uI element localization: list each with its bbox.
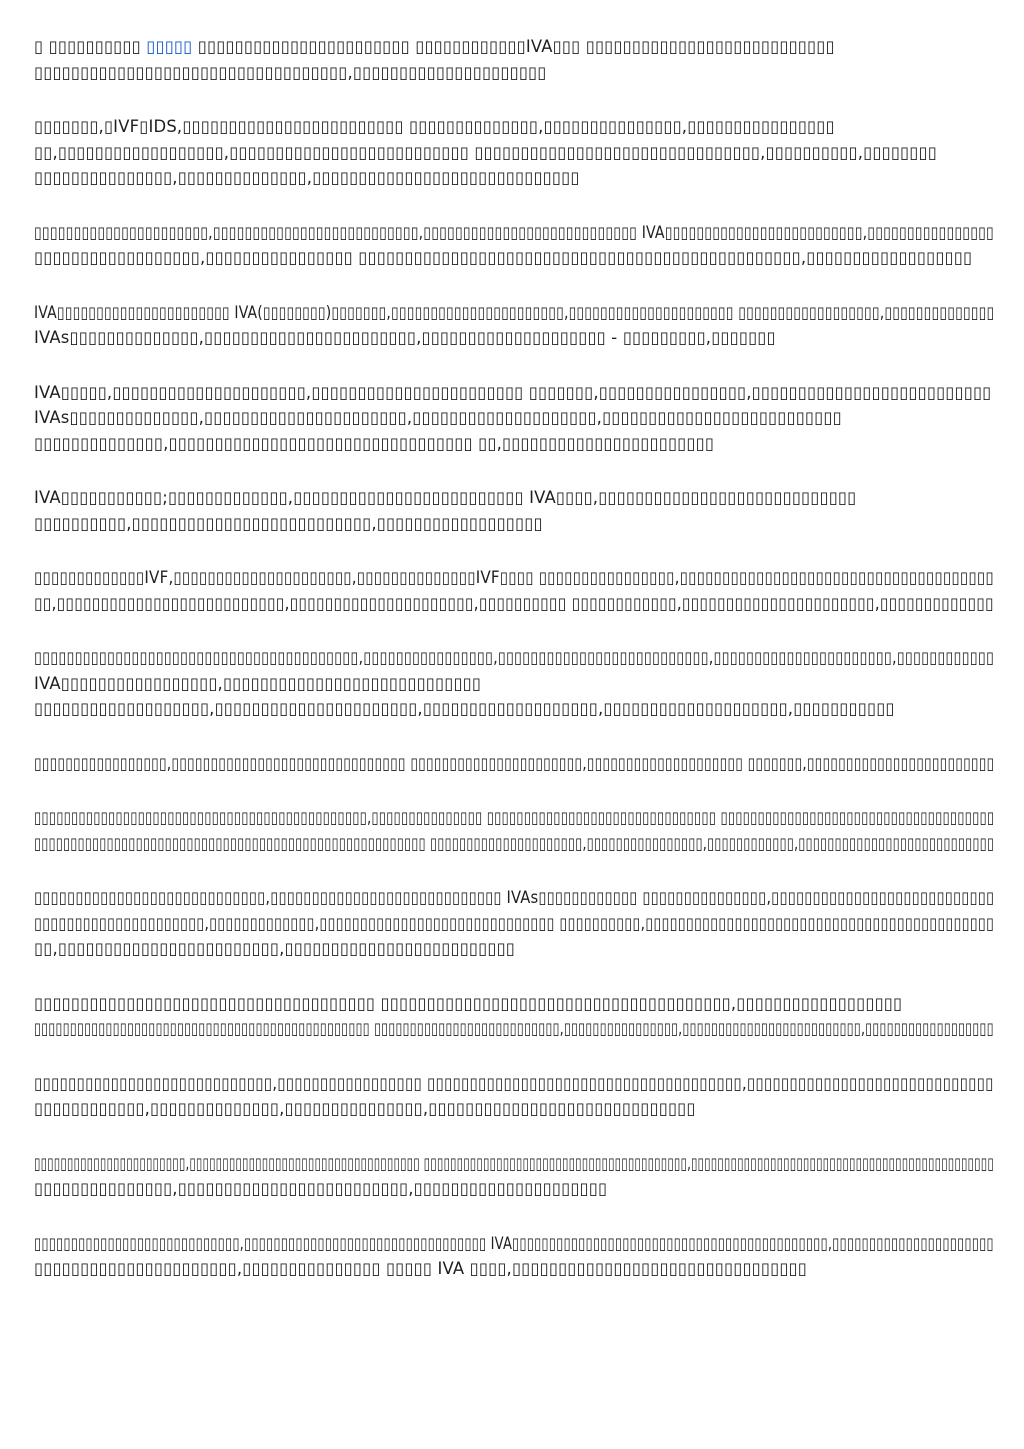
paragraph-6 <box>34 485 994 536</box>
text-line: ▯▯▯▯▯▯▯▯▯▯,▯▯▯▯▯▯▯▯▯▯▯▯▯▯▯▯▯▯▯▯▯▯▯▯▯▯,▯▯▯▯▯▯▯▯▯▯▯▯▯▯▯▯▯▯ <box>34 513 543 533</box>
text-line: ▯▯▯▯▯▯▯▯▯▯▯▯▯▯▯▯▯▯▯▯▯▯▯▯▯▯▯▯▯▯▯▯▯▯▯▯▯▯▯▯,▯▯▯▯▯▯▯▯▯▯▯▯▯▯▯▯,▯▯▯▯▯▯▯▯▯▯▯▯▯▯▯▯▯▯▯▯▯▯▯▯▯▯,▯▯▯▯▯▯▯▯▯▯▯▯▯▯▯▯▯▯▯▯▯▯,▯▯▯▯▯▯▯▯▯▯▯▯ <box>34 648 995 667</box>
text-line: IVA▯▯▯▯▯,▯▯▯▯▯▯▯▯▯▯▯▯▯▯▯▯▯▯▯▯▯,▯▯▯▯▯▯▯▯▯▯▯▯▯▯▯▯▯▯▯▯▯▯▯ ▯▯▯▯▯▯▯,▯▯▯▯▯▯▯▯▯▯▯▯▯▯▯▯,▯▯▯▯▯▯▯▯▯▯▯▯▯▯▯▯▯▯▯▯▯▯▯▯▯▯ <box>34 382 992 402</box>
text-line: ▯▯▯▯▯▯▯▯▯▯▯▯▯▯▯▯▯▯▯▯▯▯▯,▯▯▯▯▯▯▯▯▯▯▯▯▯▯▯▯▯▯▯▯▯▯▯▯▯▯▯▯▯▯▯▯▯▯▯ ▯▯▯▯▯▯▯▯▯▯▯▯▯▯▯▯▯▯▯▯▯▯▯▯▯▯▯▯▯▯▯▯▯▯▯▯▯▯▯▯,▯▯▯▯▯▯▯▯▯▯▯▯▯▯▯▯▯▯▯▯▯▯▯▯▯▯▯▯▯▯▯▯▯▯▯▯▯▯▯▯▯▯▯▯▯▯ <box>34 1153 994 1173</box>
text-line: ▯▯▯▯▯▯▯▯▯▯▯▯▯▯▯▯▯▯▯▯▯▯,▯▯▯▯▯▯▯▯▯▯▯▯▯▯▯ ▯▯▯▯▯ IVA ▯▯▯▯,▯▯▯▯▯▯▯▯▯▯▯▯▯▯▯▯▯▯▯▯▯▯▯▯▯▯▯▯▯▯▯▯ <box>34 1259 807 1278</box>
text-line: ▯▯▯▯▯▯▯▯▯▯▯▯▯▯▯▯▯,▯▯▯▯▯▯▯▯▯▯▯▯▯▯▯▯▯▯▯▯▯▯▯▯▯▯▯▯▯▯ ▯▯▯▯▯▯▯▯▯▯▯▯▯▯▯▯▯▯▯▯▯▯,▯▯▯▯▯▯▯▯▯▯▯▯▯▯▯▯▯▯▯▯ ▯▯▯▯▯▯▯,▯▯▯▯▯▯▯▯▯▯▯▯▯▯▯▯▯▯▯▯▯▯▯▯ <box>34 753 995 773</box>
text-segment: ▯▯▯▯▯▯▯▯▯▯▯▯▯▯▯▯▯▯▯▯▯▯▯ ▯▯▯▯▯▯▯▯▯▯▯▯IVA▯▯▯ ▯▯▯▯▯▯▯▯▯▯▯▯▯▯▯▯▯▯▯▯▯▯▯▯▯▯▯ <box>192 37 835 56</box>
text-line: ▯▯,▯▯▯▯▯▯▯▯▯▯▯▯▯▯▯▯▯▯▯▯▯▯▯▯,▯▯▯▯▯▯▯▯▯▯▯▯▯▯▯▯▯▯▯▯▯▯▯▯▯ <box>34 939 516 958</box>
text-line: ▯▯▯▯▯▯▯▯▯▯▯▯▯▯▯▯▯▯▯▯▯▯▯▯▯▯▯▯▯▯▯▯▯▯▯▯▯▯▯▯▯▯▯▯▯▯▯ ▯▯▯▯▯▯▯▯▯▯▯▯▯▯▯▯▯▯▯▯▯▯▯▯▯▯,▯▯▯▯▯▯▯▯▯▯▯▯▯▯▯▯,▯▯▯▯▯▯▯▯▯▯▯▯▯▯▯▯▯▯▯▯▯▯▯▯▯,▯▯▯▯▯▯▯▯▯▯▯▯▯▯▯▯▯▯ <box>34 1019 994 1038</box>
text-line: ▯▯▯▯▯▯▯▯▯▯▯▯▯▯▯,▯▯▯▯▯▯▯▯▯▯▯▯▯▯,▯▯▯▯▯▯▯▯▯▯▯▯▯▯▯▯▯▯▯▯▯▯▯▯▯▯▯▯▯ <box>34 168 580 187</box>
text-line: IVA▯▯▯▯▯▯▯▯▯▯▯;▯▯▯▯▯▯▯▯▯▯▯▯▯,▯▯▯▯▯▯▯▯▯▯▯▯▯▯▯▯▯▯▯▯▯▯▯▯▯ IVA▯▯▯▯,▯▯▯▯▯▯▯▯▯▯▯▯▯▯▯▯▯▯▯▯▯▯▯▯▯▯▯▯ <box>34 488 857 507</box>
text-line: ▯▯▯▯▯▯▯▯▯▯▯▯▯▯▯▯▯▯▯▯▯,▯▯▯▯▯▯▯▯▯▯▯▯▯,▯▯▯▯▯▯▯▯▯▯▯▯▯▯▯▯▯▯▯▯▯▯▯▯▯▯▯▯▯ ▯▯▯▯▯▯▯▯▯▯,▯▯▯▯▯▯▯▯▯▯▯▯▯▯▯▯▯▯▯▯▯▯▯▯▯▯▯▯▯▯▯▯▯▯▯▯▯▯▯▯▯▯▯ <box>34 913 995 933</box>
paragraph-8 <box>34 645 994 722</box>
text-line: ▯▯▯▯▯▯▯▯▯▯▯▯,▯▯▯▯▯▯▯▯▯▯▯▯▯▯,▯▯▯▯▯▯▯▯▯▯▯▯▯▯▯,▯▯▯▯▯▯▯▯▯▯▯▯▯▯▯▯▯▯▯▯▯▯▯▯▯▯▯▯▯ <box>34 1099 696 1118</box>
text-line: IVA▯▯▯▯▯▯▯▯▯▯▯▯▯▯▯▯▯▯▯▯▯▯ IVA(▯▯▯▯▯▯▯▯)▯▯▯▯▯▯▯,▯▯▯▯▯▯▯▯▯▯▯▯▯▯▯▯▯▯▯▯▯▯,▯▯▯▯▯▯▯▯▯▯▯▯▯▯▯▯▯▯▯▯▯ ▯▯▯▯▯▯▯▯▯▯▯▯▯▯▯▯▯▯,▯▯▯▯▯▯▯▯▯▯▯▯▯▯ <box>34 302 995 322</box>
paragraph-13 <box>34 1071 994 1122</box>
text-line: ▯▯▯▯▯▯▯▯▯▯▯▯▯▯▯▯▯▯▯,▯▯▯▯▯▯▯▯▯▯▯▯▯▯▯▯▯▯▯▯▯▯,▯▯▯▯▯▯▯▯▯▯▯▯▯▯▯▯▯▯▯,▯▯▯▯▯▯▯▯▯▯▯▯▯▯▯▯▯▯▯▯,▯▯▯▯▯▯▯▯▯▯▯ <box>34 699 895 718</box>
text-line: IVA▯▯▯▯▯▯▯▯▯▯▯▯▯▯▯▯▯,▯▯▯▯▯▯▯▯▯▯▯▯▯▯▯▯▯▯▯▯▯▯▯▯▯▯▯▯ <box>34 673 482 693</box>
paragraph-14 <box>34 1151 994 1202</box>
text-segment: ▯ ▯▯▯▯▯▯▯▯▯▯ <box>34 37 147 56</box>
text-line: ▯▯▯▯▯▯▯▯▯▯▯▯▯IVF,▯▯▯▯▯▯▯▯▯▯▯▯▯▯▯▯▯▯▯▯▯,▯▯▯▯▯▯▯▯▯▯▯▯▯▯IVF▯▯▯▯ ▯▯▯▯▯▯▯▯▯▯▯▯▯▯▯▯,▯▯▯▯▯▯▯▯▯▯▯▯▯▯▯▯▯▯▯▯▯▯▯▯▯▯▯▯▯▯▯▯▯▯▯▯▯ <box>34 568 994 587</box>
text-line: ▯▯▯▯▯▯▯,▯IVF▯IDS,▯▯▯▯▯▯▯▯▯▯▯▯▯▯▯▯▯▯▯▯▯▯▯▯ ▯▯▯▯▯▯▯▯▯▯▯▯▯▯,▯▯▯▯▯▯▯▯▯▯▯▯▯▯▯,▯▯▯▯▯▯▯▯▯▯▯▯▯▯▯▯ <box>34 117 835 136</box>
text-line: ▯▯▯▯▯▯▯▯▯▯▯▯▯▯▯▯▯▯▯▯▯▯▯▯▯▯▯▯▯▯▯▯▯▯▯▯▯▯▯▯▯▯▯▯▯,▯▯▯▯▯▯▯▯▯▯▯▯▯▯▯ ▯▯▯▯▯▯▯▯▯▯▯▯▯▯▯▯▯▯▯▯▯▯▯▯▯▯▯▯▯▯▯ ▯▯▯▯▯▯▯▯▯▯▯▯▯▯▯▯▯▯▯▯▯▯▯▯▯▯▯▯▯▯▯▯▯▯▯▯▯ <box>34 808 995 827</box>
text-line: ▯▯▯▯▯▯▯▯▯▯▯▯▯▯▯▯▯▯▯▯▯▯▯▯▯▯▯▯▯▯▯▯▯▯,▯▯▯▯▯▯▯▯▯▯▯▯▯▯▯▯▯▯▯▯▯ <box>34 62 547 82</box>
paragraph-1 <box>34 34 994 85</box>
paragraph-10 <box>34 805 994 856</box>
text-line: ▯▯▯▯▯▯▯▯▯▯▯▯▯▯▯▯▯▯▯▯▯▯▯▯▯▯▯▯,▯▯▯▯▯▯▯▯▯▯▯▯▯▯▯▯▯ ▯▯▯▯▯▯▯▯▯▯▯▯▯▯▯▯▯▯▯▯▯▯▯▯▯▯▯▯▯▯▯▯▯▯▯▯▯,▯▯▯▯▯▯▯▯▯▯▯▯▯▯▯▯▯▯▯▯▯▯▯▯▯▯▯▯▯ <box>34 1073 994 1093</box>
paragraph-15 <box>34 1231 994 1282</box>
text-line: ▯▯▯▯▯▯▯▯▯▯▯▯▯▯▯▯▯▯▯▯▯▯▯▯▯▯▯▯,▯▯▯▯▯▯▯▯▯▯▯▯▯▯▯▯▯▯▯▯▯▯▯▯▯▯▯▯▯▯▯▯▯ IVA▯▯▯▯▯▯▯▯▯▯▯▯▯▯▯▯▯▯▯▯▯▯▯▯▯▯▯▯▯▯▯▯▯▯▯▯▯▯▯▯▯▯▯,▯▯▯▯▯▯▯▯▯▯▯▯▯▯▯▯▯▯▯▯▯▯ <box>34 1233 994 1253</box>
text-line: ▯▯▯▯▯▯▯▯▯▯▯▯▯▯▯▯▯▯,▯▯▯▯▯▯▯▯▯▯▯▯▯▯▯▯ ▯▯▯▯▯▯▯▯▯▯▯▯▯▯▯▯▯▯▯▯▯▯▯▯▯▯▯▯▯▯▯▯▯▯▯▯▯▯▯▯▯▯▯▯▯▯▯▯,▯▯▯▯▯▯▯▯▯▯▯▯▯▯▯▯▯▯ <box>34 248 973 267</box>
paragraph-9 <box>34 751 994 777</box>
inline-link[interactable]: ▯▯▯▯▯ <box>146 37 193 56</box>
text-line: ▯▯▯▯▯▯▯▯▯▯▯▯▯▯▯,▯▯▯▯▯▯▯▯▯▯▯▯▯▯▯▯▯▯▯▯▯▯▯▯▯,▯▯▯▯▯▯▯▯▯▯▯▯▯▯▯▯▯▯▯▯▯ <box>34 1179 608 1198</box>
paragraph-3 <box>34 220 994 271</box>
text-line: IVAs▯▯▯▯▯▯▯▯▯▯▯▯▯▯,▯▯▯▯▯▯▯▯▯▯▯▯▯▯▯▯▯▯▯▯▯▯▯,▯▯▯▯▯▯▯▯▯▯▯▯▯▯▯▯▯▯▯▯ - ▯▯▯▯▯▯▯▯▯,▯▯▯▯▯▯▯ <box>34 328 776 347</box>
paragraph-5 <box>34 380 994 457</box>
text-line: ▯▯,▯▯▯▯▯▯▯▯▯▯▯▯▯▯▯▯▯▯▯▯▯▯▯▯▯▯,▯▯▯▯▯▯▯▯▯▯▯▯▯▯▯▯▯▯▯▯▯,▯▯▯▯▯▯▯▯▯▯ ▯▯▯▯▯▯▯▯▯▯▯▯,▯▯▯▯▯▯▯▯▯▯▯▯▯▯▯▯▯▯▯▯▯▯,▯▯▯▯▯▯▯▯▯▯▯▯▯ <box>34 593 994 613</box>
paragraph-12 <box>34 991 994 1042</box>
text-line: IVAs▯▯▯▯▯▯▯▯▯▯▯▯▯▯,▯▯▯▯▯▯▯▯▯▯▯▯▯▯▯▯▯▯▯▯▯▯,▯▯▯▯▯▯▯▯▯▯▯▯▯▯▯▯▯▯▯▯,▯▯▯▯▯▯▯▯▯▯▯▯▯▯▯▯▯▯▯▯▯▯▯▯▯▯ <box>34 408 842 427</box>
text-line <box>34 34 994 60</box>
text-line: ▯▯▯▯▯▯▯▯▯▯▯▯▯▯,▯▯▯▯▯▯▯▯▯▯▯▯▯▯▯▯▯▯▯▯▯▯▯▯▯▯▯▯▯▯▯▯▯ ▯▯,▯▯▯▯▯▯▯▯▯▯▯▯▯▯▯▯▯▯▯▯▯▯▯ <box>34 433 715 453</box>
paragraph-7 <box>34 565 994 616</box>
paragraph-4 <box>34 300 994 351</box>
paragraph-2 <box>34 114 994 191</box>
text-line: ▯▯▯▯▯▯▯▯▯▯▯▯▯▯▯▯▯▯▯▯▯▯▯▯▯▯▯▯,▯▯▯▯▯▯▯▯▯▯▯▯▯▯▯▯▯▯▯▯▯▯▯▯▯▯▯▯ IVAs▯▯▯▯▯▯▯▯▯▯▯▯ ▯▯▯▯▯▯▯▯▯▯▯▯▯▯▯,▯▯▯▯▯▯▯▯▯▯▯▯▯▯▯▯▯▯▯▯▯▯▯▯▯▯▯ <box>34 888 995 907</box>
text-line: ▯▯,▯▯▯▯▯▯▯▯▯▯▯▯▯▯▯▯▯▯,▯▯▯▯▯▯▯▯▯▯▯▯▯▯▯▯▯▯▯▯▯▯▯▯▯▯ ▯▯▯▯▯▯▯▯▯▯▯▯▯▯▯▯▯▯▯▯▯▯▯▯▯▯▯▯▯▯▯,▯▯▯▯▯▯▯▯▯▯,▯▯▯▯▯▯▯▯ <box>34 142 937 162</box>
text-line: ▯▯▯▯▯▯▯▯▯▯▯▯▯▯▯▯▯▯▯▯▯▯▯▯▯▯▯▯▯▯▯▯▯▯▯▯▯▯▯▯▯▯▯▯▯▯▯▯▯▯▯▯▯▯ ▯▯▯▯▯▯▯▯▯▯▯▯▯▯▯▯▯▯▯▯▯,▯▯▯▯▯▯▯▯▯▯▯▯▯▯▯▯,▯▯▯▯▯▯▯▯▯▯▯▯,▯▯▯▯▯▯▯▯▯▯▯▯▯▯▯▯▯▯▯▯▯▯▯▯▯▯▯ <box>34 833 995 853</box>
text-line: ▯▯▯▯▯▯▯▯▯▯▯▯▯▯▯▯▯▯▯▯▯▯,▯▯▯▯▯▯▯▯▯▯▯▯▯▯▯▯▯▯▯▯▯▯▯▯▯▯,▯▯▯▯▯▯▯▯▯▯▯▯▯▯▯▯▯▯▯▯▯▯▯▯▯▯▯ IVA▯▯▯▯▯▯▯▯▯▯▯▯▯▯▯▯▯▯▯▯▯▯▯▯▯,▯▯▯▯▯▯▯▯▯▯▯▯▯▯▯▯ <box>34 222 994 242</box>
text-line: ▯▯▯▯▯▯▯▯▯▯▯▯▯▯▯▯▯▯▯▯▯▯▯▯▯▯▯▯▯▯▯▯▯▯▯▯▯ ▯▯▯▯▯▯▯▯▯▯▯▯▯▯▯▯▯▯▯▯▯▯▯▯▯▯▯▯▯▯▯▯▯▯▯▯▯▯,▯▯▯▯▯▯▯▯▯▯▯▯▯▯▯▯▯▯ <box>34 993 903 1013</box>
paragraph-11 <box>34 885 994 962</box>
